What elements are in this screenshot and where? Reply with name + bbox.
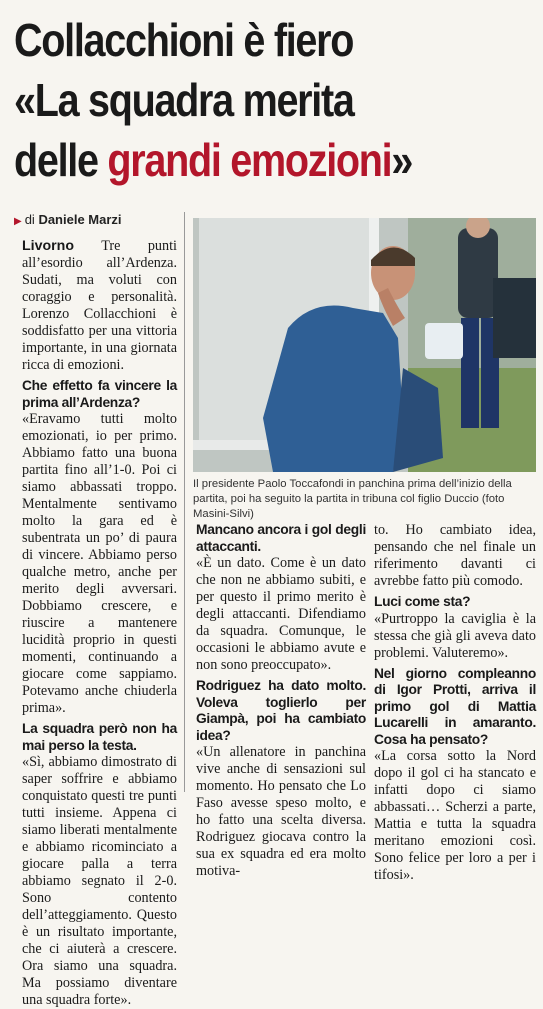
- question-5: Luci come sta?: [374, 594, 471, 609]
- column-2: [196, 522, 366, 880]
- triangle-icon: ▶: [14, 216, 22, 227]
- dateline: Livorno: [22, 238, 75, 254]
- intro-text: Tre punti all’esordio all’Ardenza. Sudati, ma voluti con coraggio e personalità. Lorenzo Collacchioni è soddisfatto per una vittoria importante, in una giornata ricca di emozioni.: [22, 238, 177, 373]
- answer-4-continued: to. Ho cambiato idea, pensando che nel finale un riferimento davanti ci avrebbe fatto più comodo.: [374, 522, 536, 589]
- column-divider: [184, 212, 185, 792]
- question-4: Rodriguez ha dato molto. Voleva toglierlo per Giampà, poi ha cambiato idea?: [196, 678, 366, 743]
- answer-1: «Eravamo tutti molto emozionati, io per primo. Abbiamo fatto una buona partita fino all’1-0. Poi ci siamo abbassati troppo. Mentalmente sentivamo molto la gara ed è subentrata un po’ di paura di vincere. Abbiamo perso qualche metro, anche per merito degli avversari. Dobbiamo crescere, e riuscire a mantenere lucidità proprio in questi momenti, continuando a giocare come sappiamo. Potevamo anche chiuderla prima».: [22, 411, 177, 716]
- question-2: La squadra però non ha mai perso la testa.: [22, 721, 177, 753]
- headline-line-3-plain: delle: [14, 134, 108, 186]
- headline-line-2: «La squadra merita: [14, 74, 354, 126]
- headline-line-1: Collacchioni è fiero: [14, 14, 354, 66]
- answer-6: «La corsa sotto la Nord dopo il gol ci ha stancato e infatti dopo ci siamo abbassati… Scherzi a parte, Mattia e tutta la squadra meritano emozioni così. Sono felice per loro a per i tifosi».: [374, 748, 536, 883]
- column-1: [22, 238, 177, 1009]
- headline-highlight: grandi emozioni: [107, 134, 392, 186]
- question-6: Nel giorno compleanno di Igor Protti, arriva il primo gol di Mattia Lucarelli in amaranto. Cosa ha pensato?: [374, 665, 536, 747]
- headline-line-3-end: »: [391, 134, 413, 186]
- answer-4: «Un allenatore in panchina vive anche di sensazioni sul momento. Ho pensato che Lo Faso avesse speso molto, e ho fatto una scelta diversa. Rodriguez giocava contro la sua ex squadra ed era molto motiva-: [196, 744, 366, 879]
- photo-caption: Il presidente Paolo Toccafondi in panchina prima dell’inizio della partita, poi ha seguito la partita in tribuna col figlio Duccio (foto Masini-Silvi): [193, 478, 512, 520]
- headline: [14, 10, 461, 190]
- headline-line-3: [14, 130, 461, 190]
- photo-illustration: [193, 218, 536, 472]
- question-3: Mancano ancora i gol degli attaccanti.: [196, 522, 366, 554]
- answer-5: «Purtroppo la caviglia è la stessa che già gli aveva dato problemi. Valuteremo».: [374, 610, 536, 661]
- byline-prefix: di: [24, 212, 39, 227]
- byline: [14, 212, 122, 227]
- byline-author: Daniele Marzi: [38, 212, 122, 227]
- column-3: [374, 522, 536, 884]
- intro-paragraph: [22, 238, 177, 374]
- answer-3: «È un dato. Come è un dato che non ne abbiamo subiti, e per questo il primo merito è degli attaccanti. Difendiamo da squadra. Comunque, le occasioni le abbiamo avute e non sono preoccupato».: [196, 555, 366, 673]
- question-1: Che effetto fa vincere la prima all’Ardenza?: [22, 378, 177, 410]
- answer-2: «Sì, abbiamo dimostrato di saper soffrire e abbiamo conquistato questi tre punti tutti insieme. Appena ci siamo liberati mentalmente e abbiamo ricominciato a giocare palla a terra abbiamo segnato il 2-0. Sono contento dell’atteggiamento. Questo è un risultato importante, che ci aiuterà a crescere. Ora siamo una squadra. Ma possiamo diventare una squadra forte».: [22, 754, 177, 1008]
- article-photo: [193, 218, 536, 472]
